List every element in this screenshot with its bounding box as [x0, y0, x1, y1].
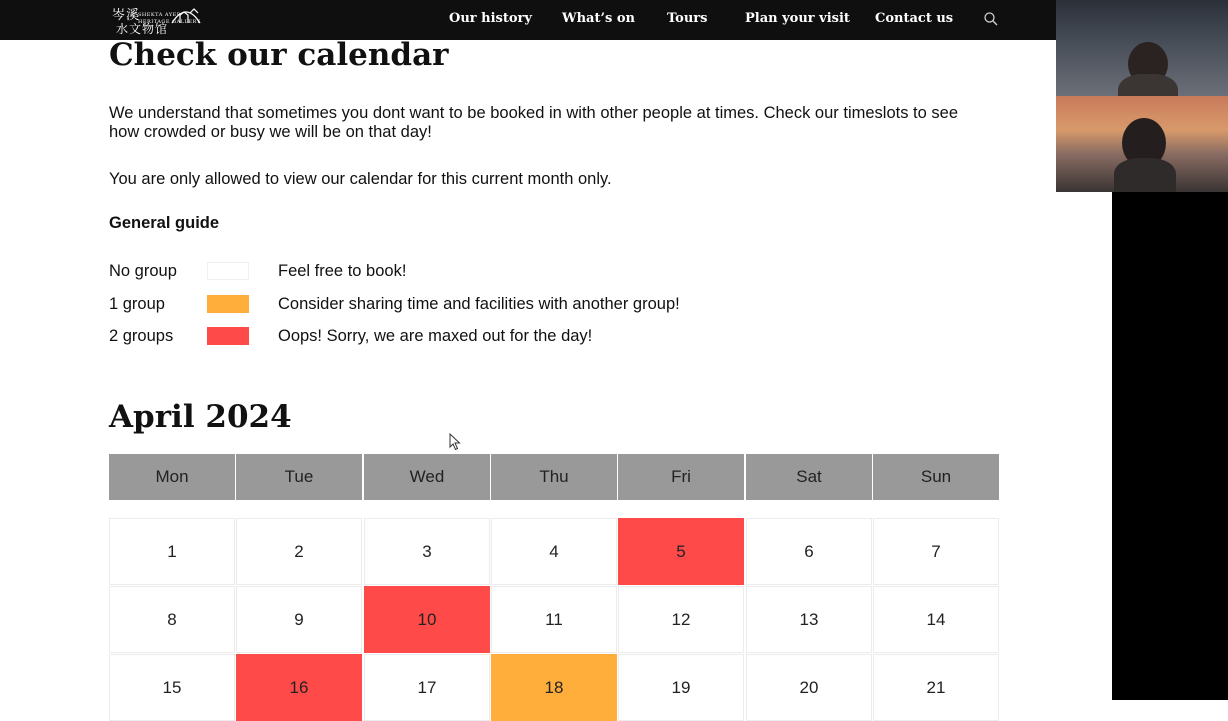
guide-row-one-group	[109, 295, 809, 317]
guide-row-two-groups	[109, 327, 809, 349]
guide-label: 1 group	[109, 295, 165, 313]
guide-desc: Feel free to book!	[278, 262, 407, 280]
guide-label: No group	[109, 262, 177, 280]
calendar-day-cell[interactable]: 10	[364, 586, 490, 653]
logo-en-line2: HERITAGE GALLERY	[138, 19, 201, 25]
calendar-day-cell[interactable]: 21	[873, 654, 999, 721]
guide-row-no-group	[109, 262, 809, 284]
nav-links	[0, 0, 1112, 40]
video-call-strip	[1112, 0, 1228, 700]
search-icon[interactable]	[983, 11, 999, 27]
calendar-day-cell[interactable]: 4	[491, 518, 617, 585]
calendar-day-cell[interactable]: 6	[746, 518, 872, 585]
calendar-day-cell[interactable]: 13	[746, 586, 872, 653]
calendar-day-cell[interactable]: 15	[109, 654, 235, 721]
intro-line-2: how crowded or busy we will be on that day!	[109, 123, 432, 141]
calendar-day-cell[interactable]: 7	[873, 518, 999, 585]
guide-desc: Consider sharing time and facilities with another group!	[278, 295, 680, 313]
nav-contact-us[interactable]: Contact us	[875, 11, 954, 26]
calendar-note: You are only allowed to view our calendar for this current month only.	[109, 170, 612, 188]
nav-plan-your-visit[interactable]: Plan your visit	[745, 11, 850, 26]
calendar-day-cell[interactable]: 9	[236, 586, 362, 653]
nav-our-history[interactable]: Our history	[449, 11, 532, 26]
calendar-day-cell[interactable]: 16	[236, 654, 362, 721]
calendar-month-title: April 2024	[109, 399, 292, 435]
logo-en-line1: SHEKTA AYER	[138, 12, 182, 18]
calendar-day-cell[interactable]: 18	[491, 654, 617, 721]
day-header-mon: Mon	[109, 454, 235, 500]
top-nav	[0, 0, 1112, 40]
day-header-sun: Sun	[873, 454, 999, 500]
logo-cjk-line1: 岑溪	[112, 8, 141, 23]
nav-whats-on[interactable]: What’s on	[562, 11, 635, 26]
day-header-tue: Tue	[236, 454, 362, 500]
day-header-thu: Thu	[491, 454, 617, 500]
mouse-cursor-icon	[449, 433, 461, 451]
swatch-two-groups	[207, 327, 249, 345]
calendar-header-row	[109, 454, 1000, 500]
guide-title: General guide	[109, 214, 220, 232]
nav-tours[interactable]: Tours	[667, 11, 708, 26]
calendar-day-cell[interactable]: 12	[618, 586, 744, 653]
calendar-day-cell[interactable]: 20	[746, 654, 872, 721]
intro-line-1: We understand that sometimes you dont want to be booked in with other people at times. Check our timeslots to see	[109, 104, 958, 122]
calendar-day-cell[interactable]: 2	[236, 518, 362, 585]
swatch-one-group	[207, 295, 249, 313]
video-tile-participant-2[interactable]	[1056, 96, 1228, 192]
video-tile-participant-1[interactable]	[1056, 0, 1228, 96]
guide-label: 2 groups	[109, 327, 174, 345]
calendar-day-cell[interactable]: 17	[364, 654, 490, 721]
calendar-day-cell[interactable]: 8	[109, 586, 235, 653]
day-header-sat: Sat	[746, 454, 872, 500]
calendar-day-cell[interactable]: 3	[364, 518, 490, 585]
swatch-no-group	[207, 262, 249, 280]
day-header-wed: Wed	[364, 454, 490, 500]
calendar-day-cell[interactable]: 11	[491, 586, 617, 653]
page-title: Check our calendar	[109, 37, 449, 73]
calendar-day-cell[interactable]: 19	[618, 654, 744, 721]
calendar-day-cell[interactable]: 14	[873, 586, 999, 653]
logo-cjk-line2: 水文物馆	[116, 22, 169, 36]
guide-desc: Oops! Sorry, we are maxed out for the day!	[278, 327, 593, 345]
day-header-fri: Fri	[618, 454, 744, 500]
calendar-day-cell[interactable]: 5	[618, 518, 744, 585]
calendar-day-cell[interactable]: 1	[109, 518, 235, 585]
